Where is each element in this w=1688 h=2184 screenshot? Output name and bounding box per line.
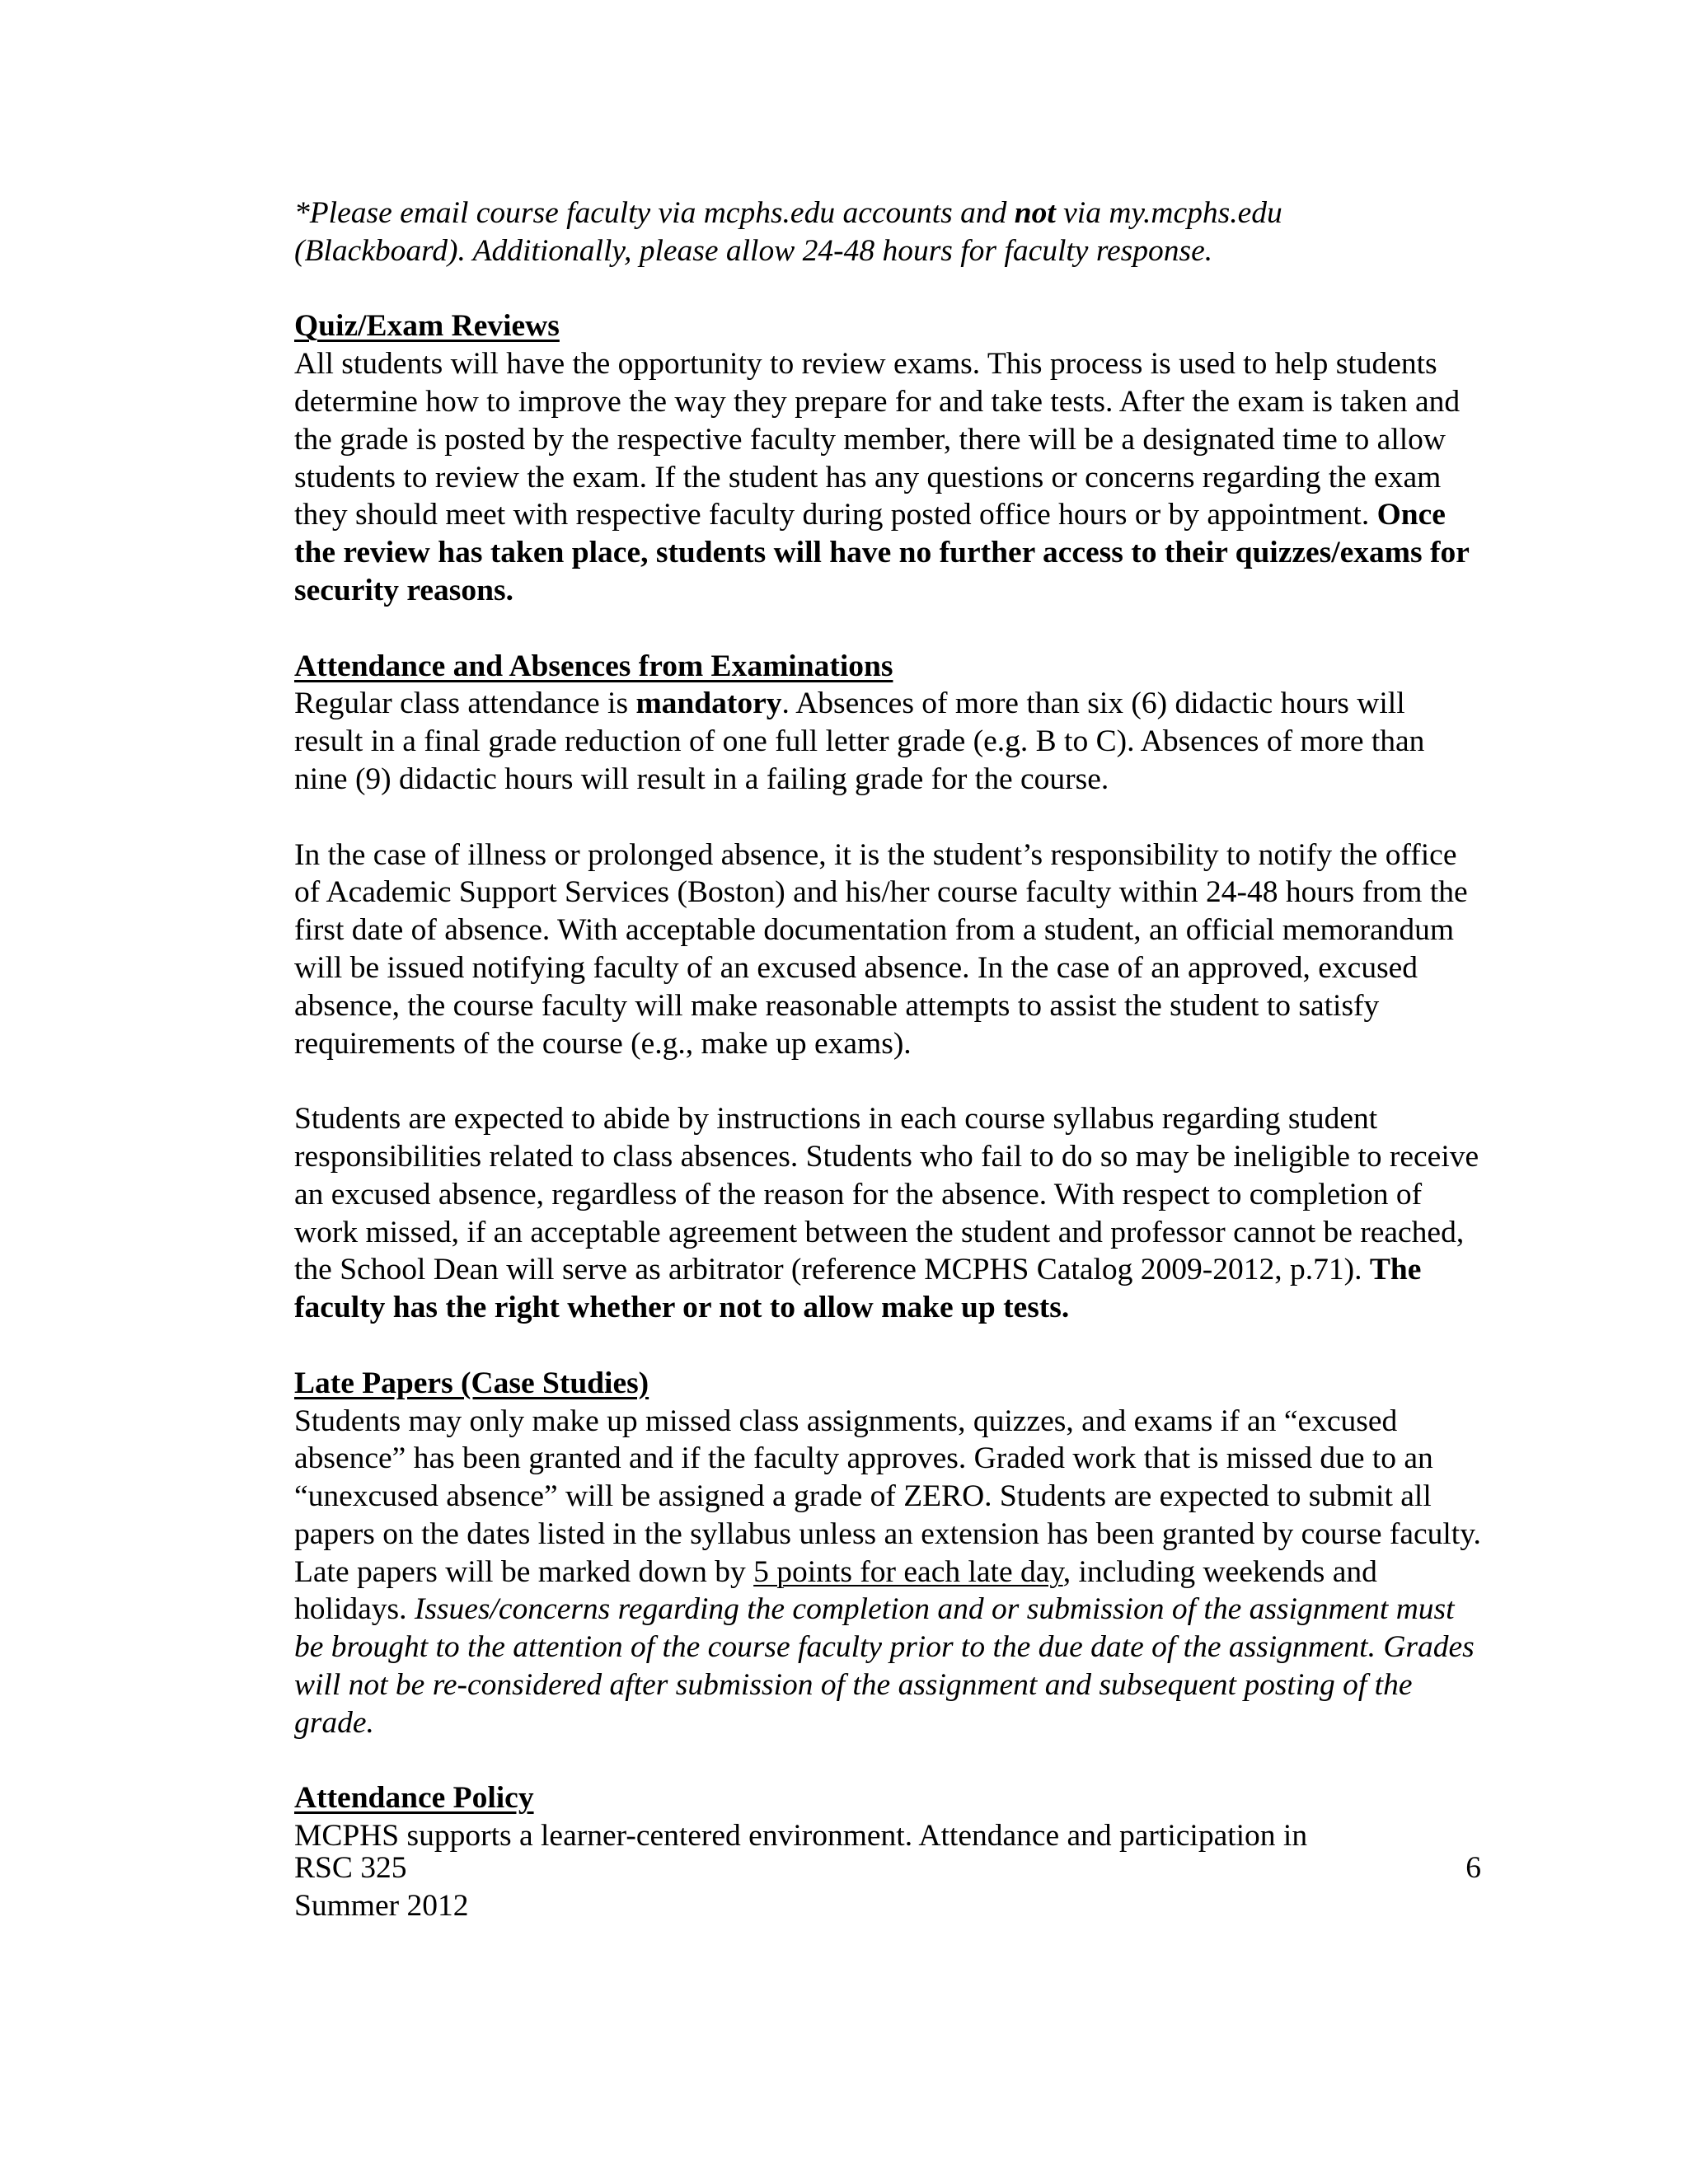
page-footer: [294, 1849, 1481, 1925]
attendance-p1-a: Regular class attendance is: [294, 687, 636, 721]
attendance-policy-section: [294, 1779, 1481, 1855]
syllabus-instructions-text: Students are expected to abide by instructions in each course syllabus regarding student responsibilities related to class absences. Students who fail to do so may be ineligible to receive an excused absence, regardless of the reason for the absence. With respect to completion of work missed, if an acceptable agreement between the student and professor cannot be reached, the School Dean will serve as arbitrator (reference MCPHS Catalog 2009-2012, p.71).: [294, 1102, 1479, 1287]
footer-term: Summer 2012: [294, 1888, 469, 1923]
quiz-exam-reviews-section: [294, 307, 1481, 609]
attendance-absences-section: [294, 648, 1481, 799]
attendance-mandatory: mandatory: [635, 687, 782, 721]
email-note-part1: *Please email course faculty via mcphs.edu accounts and: [294, 196, 1015, 230]
email-note-line2: (Blackboard). Additionally, please allow 24-48 hours for faculty response.: [294, 233, 1213, 268]
syllabus-instructions-paragraph: [294, 1100, 1481, 1327]
footer-course: RSC 325: [294, 1851, 407, 1885]
late-papers-body-cont: , including weekends and holidays.: [294, 1554, 1377, 1627]
late-papers-italic-note: Issues/concerns regarding the completion and or submission of the assignment must be brought to the attention of the course faculty prior to the due date of the assignment. Grades will not be re-considered after submission of the assignment and subsequent posting of the grade.: [294, 1592, 1475, 1740]
quiz-exam-reviews-body: All students will have the opportunity to review exams. This process is used to help students determine how to improve the way they prepare for and take tests. After the exam is taken and the grade is posted by the respective faculty member, there will be a designated time to allow students to review the exam. If the student has any questions or concerns regarding the exam they should meet with respective faculty during posted office hours or by appointment.: [294, 347, 1461, 532]
quiz-exam-reviews-bold: Once the review has taken place, students will have no further access to their quizzes/exams for security reasons.: [294, 498, 1470, 607]
late-papers-body: Students may only make up missed class assignments, quizzes, and exams if an “excused absence” has been granted and if the faculty approves. Graded work that is missed due to an “unexcused absence” will be assigned a grade of ZERO. Students are expected to submit all papers on the dates listed in the syllabus unless an extension has been granted by course faculty. Late papers will be marked down by: [294, 1404, 1481, 1589]
page-number: 6: [1465, 1851, 1481, 1885]
attendance-policy-body: MCPHS supports a learner-centered environment. Attendance and participation in: [294, 1819, 1308, 1854]
illness-paragraph: In the case of illness or prolonged absence, it is the student’s responsibility to notify the office of Academic Support Services (Boston) and his/her course faculty within 24-48 hours from the first date of absence. With acceptable documentation from a student, an official memorandum will be issued notifying faculty of an excused absence. In the case of an approved, excused absence, the course faculty will make reasonable attempts to assist the student to satisfy requirements of the course (e.g., make up exams).: [294, 837, 1468, 1061]
late-papers-heading: Late Papers (Case Studies): [294, 1366, 649, 1400]
late-papers-section: [294, 1365, 1481, 1742]
late-penalty-underlined: 5 points for each late day: [753, 1554, 1063, 1589]
attendance-p1-c: . Absences of more than six (6) didactic hours will result in a final grade reduction of one full letter grade (e.g. B to C). Absences of more than nine (9) didactic hours will result in a failing grade for the course.: [294, 687, 1425, 796]
quiz-exam-reviews-heading: Quiz/Exam Reviews: [294, 309, 560, 344]
document-body: [294, 194, 1481, 1855]
attendance-absences-heading: Attendance and Absences from Examinations: [294, 649, 893, 683]
email-note-part2: via my.mcphs.edu: [1055, 196, 1282, 230]
email-note-not: not: [1014, 196, 1056, 230]
email-note: [294, 194, 1481, 270]
make-up-tests-bold: The faculty has the right whether or not to allow make up tests.: [294, 1253, 1422, 1325]
attendance-policy-heading: Attendance Policy: [294, 1781, 534, 1816]
